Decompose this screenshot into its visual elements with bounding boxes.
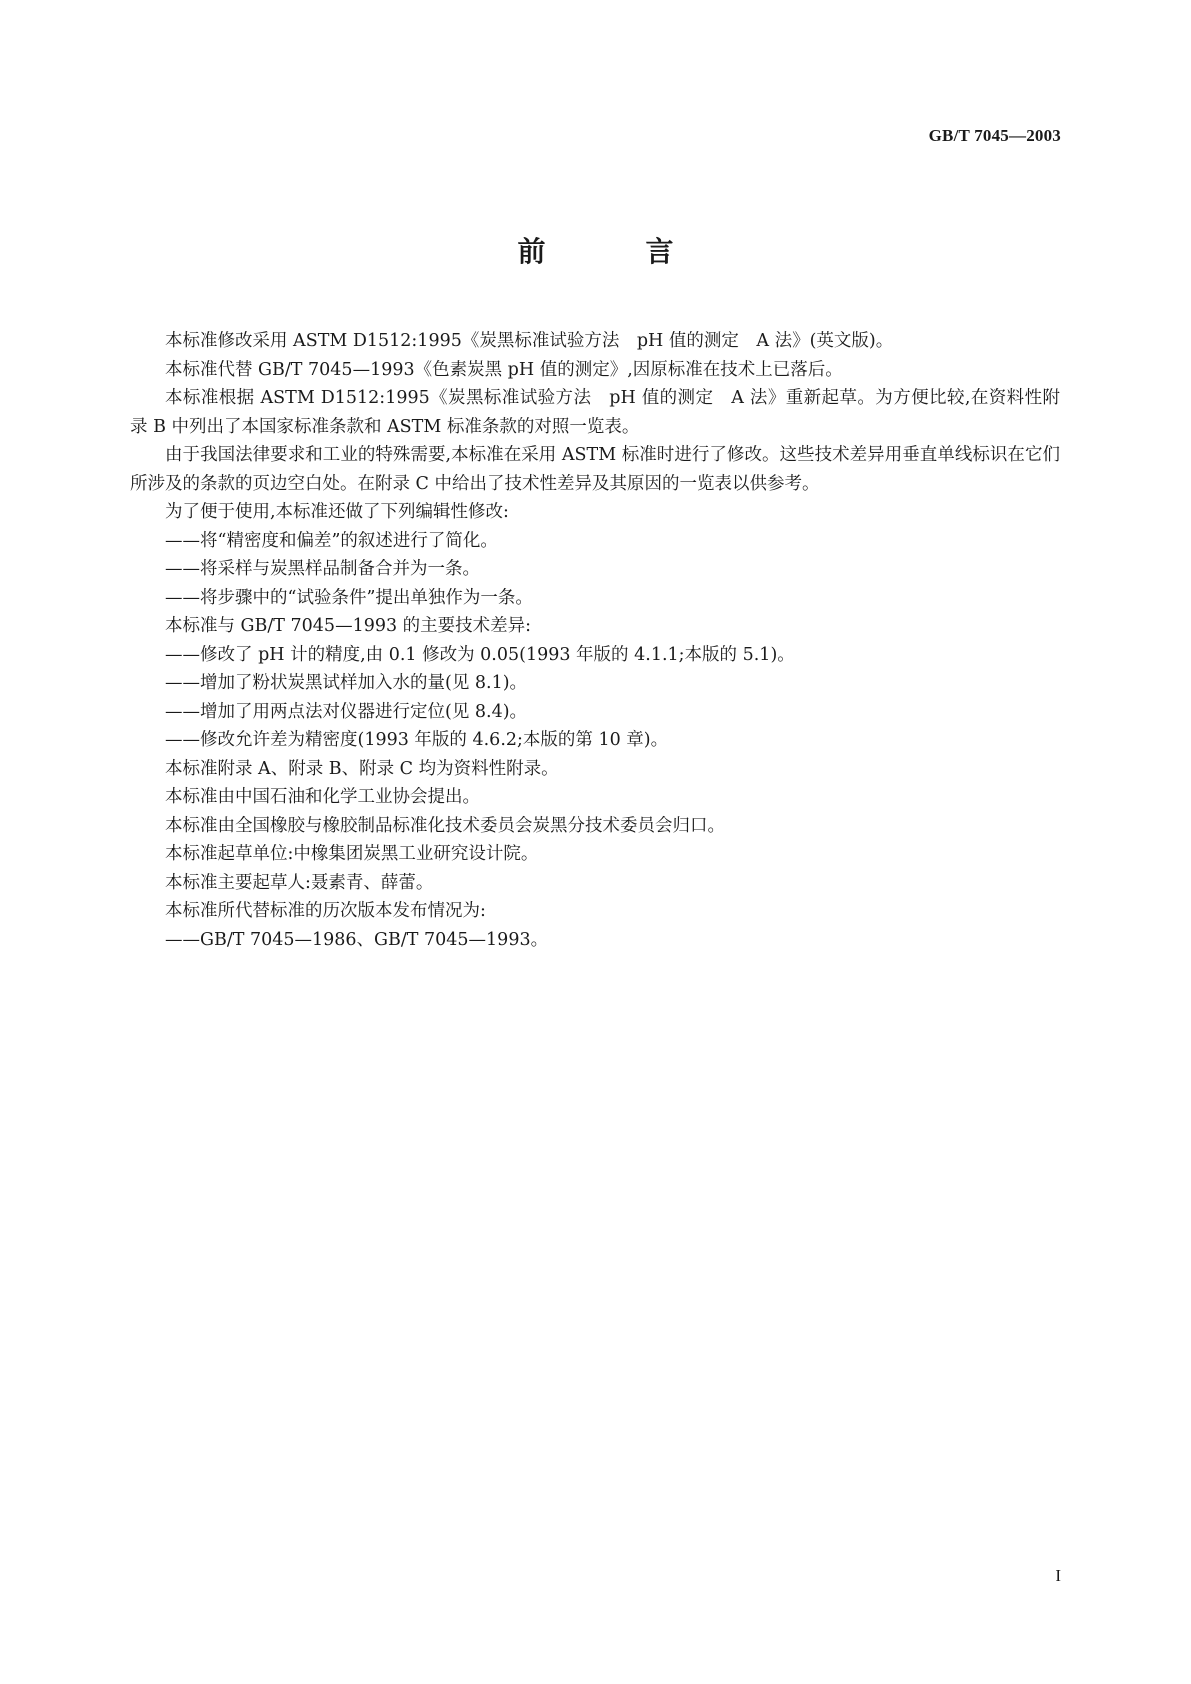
list-item: ——将采样与炭黑样品制备合并为一条。 (165, 559, 480, 579)
paragraph: 为了便于使用,本标准还做了下列编辑性修改: (165, 502, 509, 522)
list-item: ——将“精密度和偏差”的叙述进行了简化。 (165, 530, 498, 551)
paragraph: 本标准由中国石油和化学工业协会提出。 (165, 787, 480, 807)
list-item: ——GB/T 7045—1986、GB/T 7045—1993。 (165, 929, 549, 950)
paragraph: 本标准修改采用 ASTM D1512:1995《炭黑标准试验方法 pH 值的测定 A 法》(英文版)。 (165, 331, 894, 351)
list-item: ——修改允许差为精密度(1993 年版的 4.6.2;本版的第 10 章)。 (165, 730, 669, 750)
paragraph: 本标准根据 ASTM D1512:1995《炭黑标准试验方法 pH 值的测定 A 法》重新起草。为方便比较,在资料性附录 B 中列出了本国家标准条款和 ASTM 标准条款的对照一览表。 (130, 388, 1060, 437)
list-item: ——增加了粉状炭黑试样加入水的量(见 8.1)。 (165, 673, 528, 693)
list-item: ——增加了用两点法对仪器进行定位(见 8.4)。 (165, 701, 528, 722)
paragraph: 本标准与 GB/T 7045—1993 的主要技术差异: (165, 616, 532, 636)
standard-code: GB/T 7045—2003 (928, 126, 1061, 145)
page-number: I (1055, 1566, 1061, 1585)
paragraph: 本标准附录 A、附录 B、附录 C 均为资料性附录。 (165, 758, 559, 779)
paragraph: 由于我国法律要求和工业的特殊需要,本标准在采用 ASTM 标准时进行了修改。这些技术差异用垂直单线标识在它们所涉及的条款的页边空白处。在附录 C 中给出了技术性差异及其原因的一览表以供参考。 (130, 445, 1060, 494)
paragraph: 本标准所代替标准的历次版本发布情况为: (165, 901, 486, 921)
paragraph: 本标准代替 GB/T 7045—1993《色素炭黑 pH 值的测定》,因原标准在技术上已落后。 (165, 359, 843, 380)
list-item: ——将步骤中的“试验条件”提出单独作为一条。 (165, 587, 533, 608)
foreword-body (130, 327, 1060, 954)
paragraph: 本标准由全国橡胶与橡胶制品标准化技术委员会炭黑分技术委员会归口。 (165, 815, 725, 836)
paragraph: 本标准主要起草人:聂素青、薛蕾。 (165, 872, 434, 893)
page-title: 前 言 (517, 235, 710, 268)
paragraph: 本标准起草单位:中橡集团炭黑工业研究设计院。 (165, 844, 539, 864)
list-item: ——修改了 pH 计的精度,由 0.1 修改为 0.05(1993 年版的 4.1.1;本版的 5.1)。 (165, 644, 795, 665)
